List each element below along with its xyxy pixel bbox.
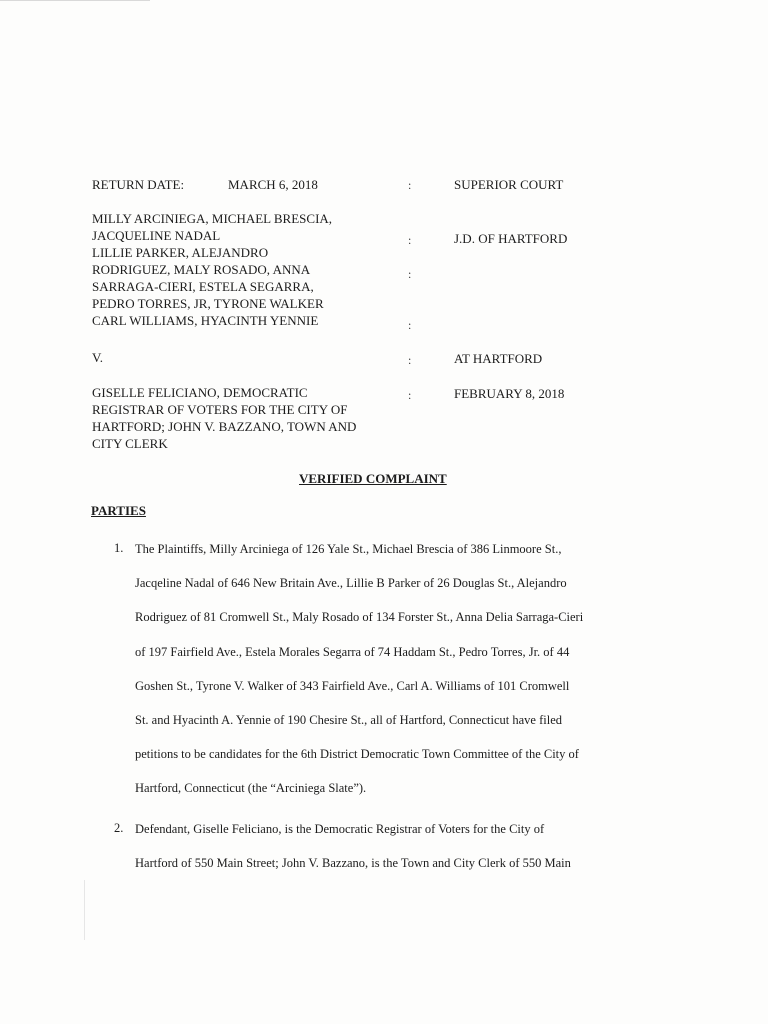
paragraph-2 xyxy=(135,812,571,880)
paragraph-line: The Plaintiffs, Milly Arciniega of 126 Yale St., Michael Brescia of 386 Linmoore St., xyxy=(135,542,562,556)
plaintiffs-line: SARRAGA-CIERI, ESTELA SEGARRA, xyxy=(92,279,314,294)
return-date-value: MARCH 6, 2018 xyxy=(228,177,318,192)
caption-separator: : xyxy=(408,353,412,367)
caption-separator: : xyxy=(408,178,412,192)
defendants-line: HARTFORD; JOHN V. BAZZANO, TOWN AND xyxy=(92,419,357,434)
filing-date: FEBRUARY 8, 2018 xyxy=(454,386,565,401)
plaintiffs-line: MILLY ARCINIEGA, MICHAEL BRESCIA, xyxy=(92,211,333,226)
court-location: AT HARTFORD xyxy=(454,351,543,366)
judicial-district: J.D. OF HARTFORD xyxy=(454,231,568,246)
paragraph-line: Hartford of 550 Main Street; John V. Bazzano, is the Town and City Clerk of 550 Main xyxy=(135,856,571,871)
defendants-line: CITY CLERK xyxy=(92,436,168,451)
plaintiffs-line: RODRIGUEZ, MALY ROSADO, ANNA xyxy=(92,262,311,277)
paragraph-line: Hartford, Connecticut (the “Arciniega Slate”). xyxy=(135,781,367,796)
versus-label: V. xyxy=(92,350,103,365)
court-name: SUPERIOR COURT xyxy=(454,177,564,192)
caption-separator: : xyxy=(408,318,412,332)
defendants-block xyxy=(92,384,356,452)
plaintiffs-line: PEDRO TORRES, JR, TYRONE WALKER xyxy=(92,296,324,311)
paragraph-line: Goshen St., Tyrone V. Walker of 343 Fairfield Ave., Carl A. Williams of 101 Cromwell xyxy=(135,678,570,693)
paragraph-1 xyxy=(135,532,583,806)
section-heading: PARTIES xyxy=(91,503,146,518)
caption-separator: : xyxy=(408,233,412,247)
plaintiffs-line: CARL WILLIAMS, HYACINTH YENNIE xyxy=(92,313,319,328)
paragraph-number: 1. xyxy=(114,541,124,555)
defendants-line: GISELLE FELICIANO, DEMOCRATIC xyxy=(92,385,308,400)
plaintiffs-line: LILLIE PARKER, ALEJANDRO xyxy=(92,245,269,260)
paragraph-line: of 197 Fairfield Ave., Estela Morales Segarra of 74 Haddam St., Pedro Torres, Jr. of 44 xyxy=(135,644,570,659)
paragraph-line: St. and Hyacinth A. Yennie of 190 Chesire St., all of Hartford, Connecticut have filed xyxy=(135,712,563,727)
scan-margin-mark xyxy=(84,880,85,940)
plaintiffs-block xyxy=(92,210,332,329)
paragraph-line: Jacqeline Nadal of 646 New Britain Ave., Lillie B Parker of 26 Douglas St., Alejandro xyxy=(135,576,567,591)
return-date-label: RETURN DATE: xyxy=(92,177,185,192)
paragraph-line: Rodriguez of 81 Cromwell St., Maly Rosado of 134 Forster St., Anna Delia Sarraga-Cieri xyxy=(135,610,584,625)
defendants-line: REGISTRAR OF VOTERS FOR THE CITY OF xyxy=(92,402,348,417)
plaintiffs-line: JACQUELINE NADAL xyxy=(92,228,221,243)
scan-edge-mark xyxy=(0,0,150,1)
caption-separator: : xyxy=(408,267,412,281)
paragraph-line: Defendant, Giselle Feliciano, is the Democratic Registrar of Voters for the City of xyxy=(135,822,545,836)
paragraph-number: 2. xyxy=(114,821,124,835)
paragraph-line: petitions to be candidates for the 6th District Democratic Town Committee of the City of xyxy=(135,747,579,762)
caption-separator: : xyxy=(408,388,412,402)
document-title: VERIFIED COMPLAINT xyxy=(299,471,447,486)
